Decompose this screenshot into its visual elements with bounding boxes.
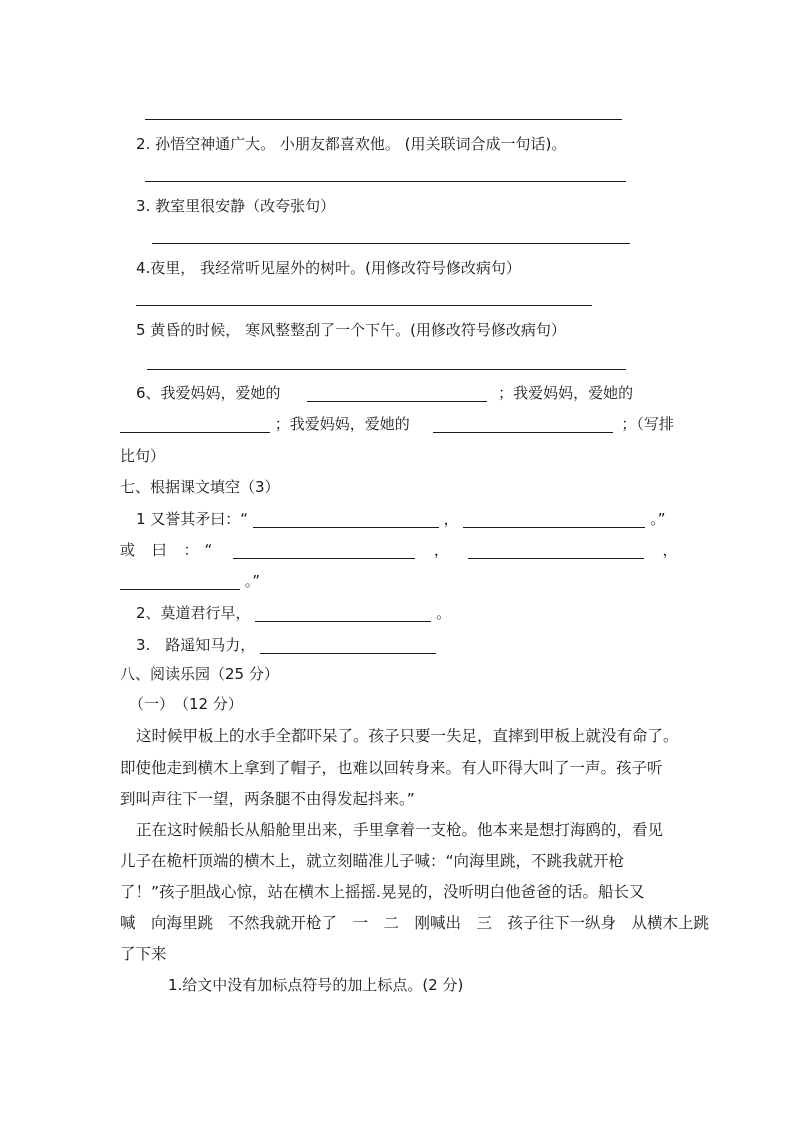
passage-p2-line1: 正在这时候船长从船舱里出来，手里拿着一支枪。他本来是想打海鸥的，看见 [136, 821, 664, 839]
s7-item1-start: 1 又誉其矛曰：“ [136, 510, 249, 528]
q6-mid: ；我爱妈妈，爱她的 [498, 384, 634, 402]
s7-item3 [136, 635, 436, 655]
s7-item2-end: 。 [436, 604, 452, 622]
question-6-line3: 比句） [120, 447, 166, 465]
s7-item1-line3 [120, 571, 260, 591]
s7-blank-7[interactable] [260, 637, 436, 654]
answer-line-1[interactable] [145, 119, 622, 120]
s7-item2 [136, 603, 451, 623]
question-6-line1 [136, 383, 633, 403]
answer-line-5[interactable] [147, 369, 626, 370]
s7-item2-start: 2、莫道君行早， [136, 604, 251, 622]
q6-line2-mid: ；我爱妈妈，爱她的 [274, 415, 410, 433]
q6-blank-3[interactable] [433, 416, 613, 433]
s7-blank-5[interactable] [120, 573, 240, 590]
s7-item1-line2-start: 或 曰 ：“ [120, 541, 219, 559]
s7-item1-line3-end: 。” [244, 572, 261, 590]
section-7-heading: 七、根据课文填空（3） [120, 478, 280, 496]
q6-blank-1[interactable] [307, 385, 487, 402]
s7-item1-end: 。” [650, 510, 666, 528]
q6-blank-2[interactable] [120, 416, 270, 433]
s7-blank-2[interactable] [463, 511, 645, 528]
passage-p1-line1: 这时候甲板上的水手全都吓呆了。孩子只要一失足，直摔到甲板上就没有命了。 [136, 727, 679, 745]
question-5: 5 黄昏的时候， 寒风整整刮了一个下午。(用修改符号修改病句） [136, 321, 566, 339]
answer-line-4[interactable] [136, 305, 592, 306]
s7-item1-line2-comma2: ， [662, 541, 678, 559]
s7-blank-4[interactable] [468, 542, 644, 559]
q6-prefix: 6、我爱妈妈，爱她的 [136, 384, 281, 402]
question-3: 3. 教室里很安静（改夸张句） [136, 197, 336, 215]
passage-p2-line4: 喊 向海里跳 不然我就开枪了 一 二 刚喊出 三 孩子往下一纵身 从横木上跳 [120, 914, 710, 932]
s7-blank-1[interactable] [253, 511, 439, 528]
s7-blank-3[interactable] [233, 542, 415, 559]
s7-item1-line1 [136, 509, 666, 529]
answer-line-3[interactable] [152, 243, 630, 244]
s7-blank-6[interactable] [255, 605, 431, 622]
question-4: 4.夜里， 我经常听见屋外的树叶。(用修改符号修改病句） [136, 259, 521, 277]
passage-p2-line3: 了！”孩子胆战心惊，站在横木上摇摇.晃晃的，没听明白他爸爸的话。船长又 [120, 883, 645, 901]
section-8-sub1: （一） （12 分） [129, 695, 243, 713]
passage-p1-line2: 即使他走到横木上拿到了帽子，也难以回转身来。有人吓得大叫了一声。孩子听 [120, 759, 663, 777]
passage-p2-line5: 了下来 [120, 945, 167, 963]
q6-line2-end: ；（写排 [621, 415, 674, 433]
answer-line-2[interactable] [145, 181, 626, 182]
s7-item3-start: 3. 路遥知马力， [136, 636, 256, 654]
passage-p1-line3: 到叫声往下一望，两条腿不由得发起抖来。” [120, 790, 415, 808]
passage-p2-line2: 儿子在桅杆顶端的横木上，就立刻瞄准儿子喊：“向海里跳，不跳我就开枪 [120, 852, 625, 870]
section-8-heading: 八、阅读乐园（25 分） [120, 665, 279, 683]
question-6-line2 [120, 414, 674, 434]
s7-item1-line2 [120, 540, 677, 560]
s7-item1-line2-comma1: ， [433, 541, 449, 559]
reading-question-1: 1.给文中没有加标点符号的加上标点。(2 分) [168, 976, 464, 994]
question-2: 2. 孙悟空神通广大。 小朋友都喜欢他。 (用关联词合成一句话)。 [136, 135, 567, 153]
s7-item1-comma: ， [443, 510, 459, 528]
